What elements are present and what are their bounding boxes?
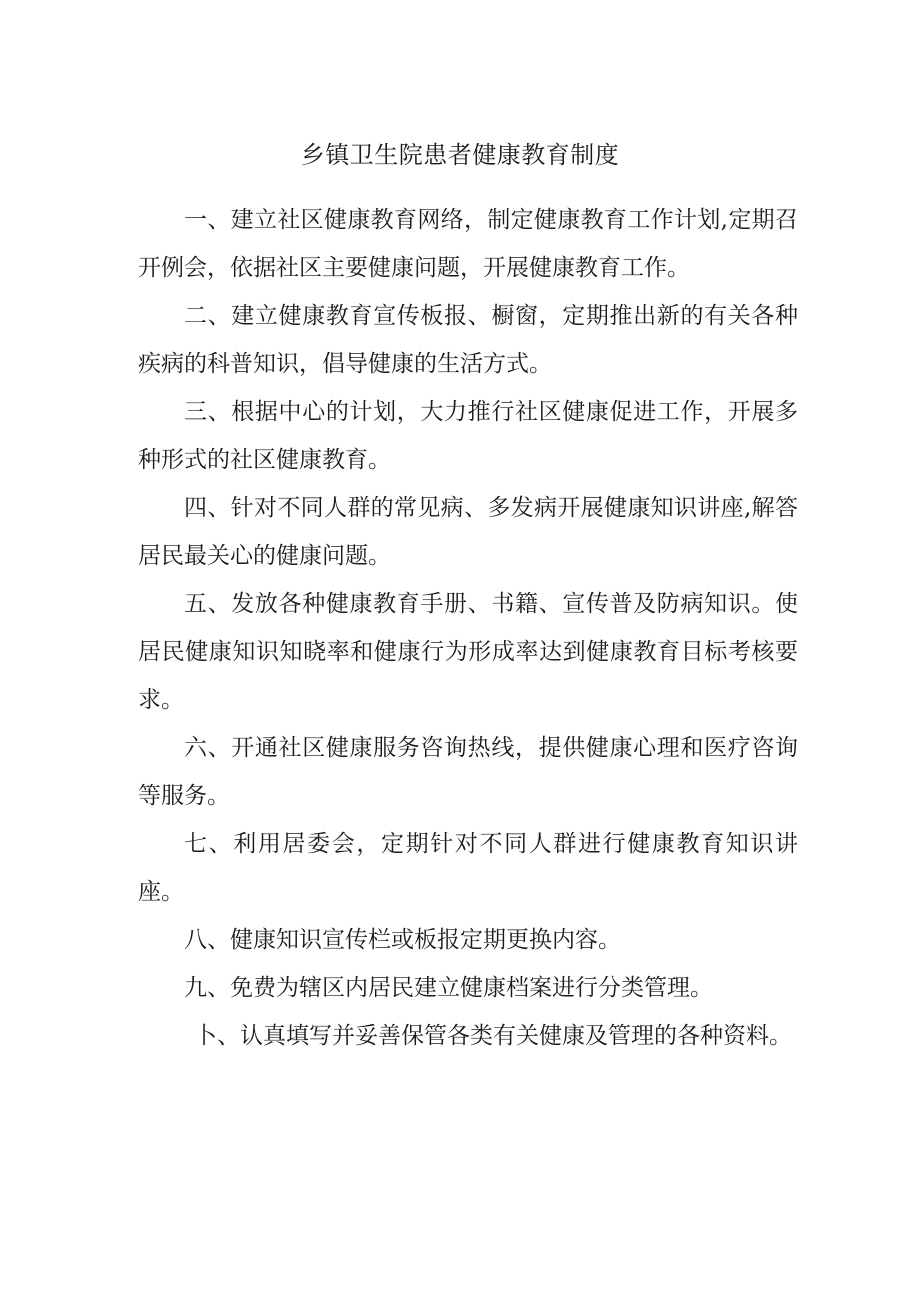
paragraph-10: 卜、认真填写并妥善保管各类有关健康及管理的各种资料。 <box>194 1023 792 1049</box>
paragraph-8: 八、健康知识宣传栏或板报定期更换内容。 <box>184 927 621 953</box>
paragraph-3: 三、根据中心的计划，大力推行社区健康促进工作，开展多种形式的社区健康教育。 <box>138 399 798 473</box>
paragraph-2: 二、建立健康教育宣传板报、橱窗，定期推出新的有关各种疾病的科普知识，倡导健康的生活方式。 <box>138 303 798 377</box>
paragraph-4: 四、针对不同人群的常见病、多发病开展健康知识讲座,解答居民最关心的健康问题。 <box>138 495 798 569</box>
paragraph-5: 五、发放各种健康教育手册、书籍、宣传普及防病知识。使居民健康知识知晓率和健康行为形成率达到健康教育目标考核要求。 <box>138 591 798 713</box>
paragraph-6: 六、开通社区健康服务咨询热线，提供健康心理和医疗咨询等服务。 <box>138 735 798 809</box>
paragraph-9: 九、免费为辖区内居民建立健康档案进行分类管理。 <box>184 975 713 1001</box>
paragraph-7: 七、利用居委会，定期针对不同人群进行健康教育知识讲座。 <box>138 831 798 905</box>
paragraph-1: 一、建立社区健康教育网络，制定健康教育工作计划,定期召开例会，依据社区主要健康问题，开展健康教育工作。 <box>138 207 798 281</box>
document-body <box>138 196 798 1060</box>
document-title: 乡镇卫生院患者健康教育制度 <box>300 141 620 169</box>
